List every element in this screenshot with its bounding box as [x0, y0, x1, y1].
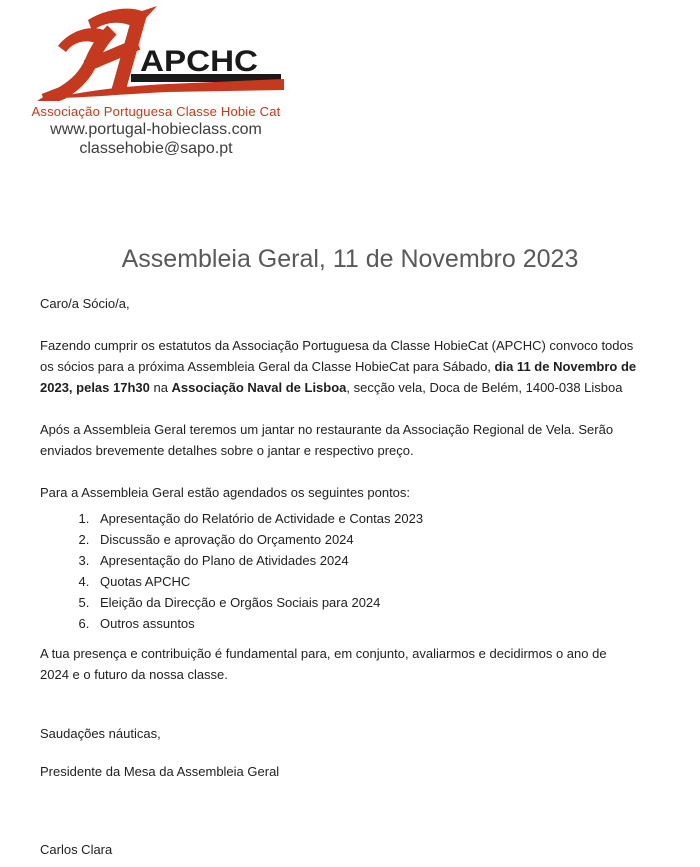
paragraph-dinner — [40, 419, 670, 461]
agenda-item: 4. Quotas APCHC — [93, 571, 670, 592]
text-line: 2024 e o futuro da nossa classe. — [40, 667, 228, 682]
hobie-flying-h-icon — [28, 6, 284, 101]
paragraph-agenda-intro — [40, 482, 670, 503]
logo-website-text: www.portugal-hobieclass.com — [50, 121, 262, 138]
signer-name: Carlos Clara — [40, 842, 113, 857]
agenda-list — [40, 508, 670, 634]
closing-salute: Saudações náuticas, — [40, 726, 161, 741]
text-line: Fazendo cumprir os estatutos da Associação Portuguesa da Classe HobieCat (APCHC) convoco todos — [40, 338, 634, 353]
agenda-item: 1. Apresentação do Relatório de Actividade e Contas 2023 — [93, 508, 670, 529]
text-line: os sócios para a próxima Assembleia Geral da Classe HobieCat para Sábado, dia 11 de Novembro de — [40, 359, 637, 374]
paragraph-convocation — [40, 335, 670, 398]
text-line: Para a Assembleia Geral estão agendados os seguintes pontos: — [40, 485, 411, 500]
text-line: enviados brevemente detalhes sobre o jantar e respectivo preço. — [40, 443, 414, 458]
apchc-logo-block — [27, 6, 285, 158]
text-line: A tua presença e contribuição é fundamental para, em conjunto, avaliarmos e decidirmos o ano de — [40, 646, 607, 661]
agenda-item: 6. Outros assuntos — [93, 613, 670, 634]
text-line: 2023, pelas 17h30 na Associação Naval de Lisboa, secção vela, Doca de Belém, 1400-038 Lisboa — [40, 380, 623, 395]
signer-role: Presidente da Mesa da Assembleia Geral — [40, 764, 280, 779]
page-title: Assembleia Geral, 11 de Novembro 2023 — [121, 245, 579, 273]
agenda-item: 2. Discussão e aprovação do Orçamento 2024 — [93, 529, 670, 550]
agenda-item: 3. Apresentação do Plano de Atividades 2024 — [93, 550, 670, 571]
logo-email-text: classehobie@sapo.pt — [79, 140, 233, 157]
paragraph-importance — [40, 643, 670, 685]
salutation: Caro/a Sócio/a, — [40, 296, 130, 311]
logo-caption: Associação Portuguesa Classe Hobie Cat — [31, 104, 281, 119]
agenda-item: 5. Eleição da Direcção e Orgãos Sociais para 2024 — [93, 592, 670, 613]
apchc-acronym: APCHC — [140, 45, 258, 78]
text-line: Após a Assembleia Geral teremos um jantar no restaurante da Associação Regional de Vela. Serão — [40, 422, 614, 437]
